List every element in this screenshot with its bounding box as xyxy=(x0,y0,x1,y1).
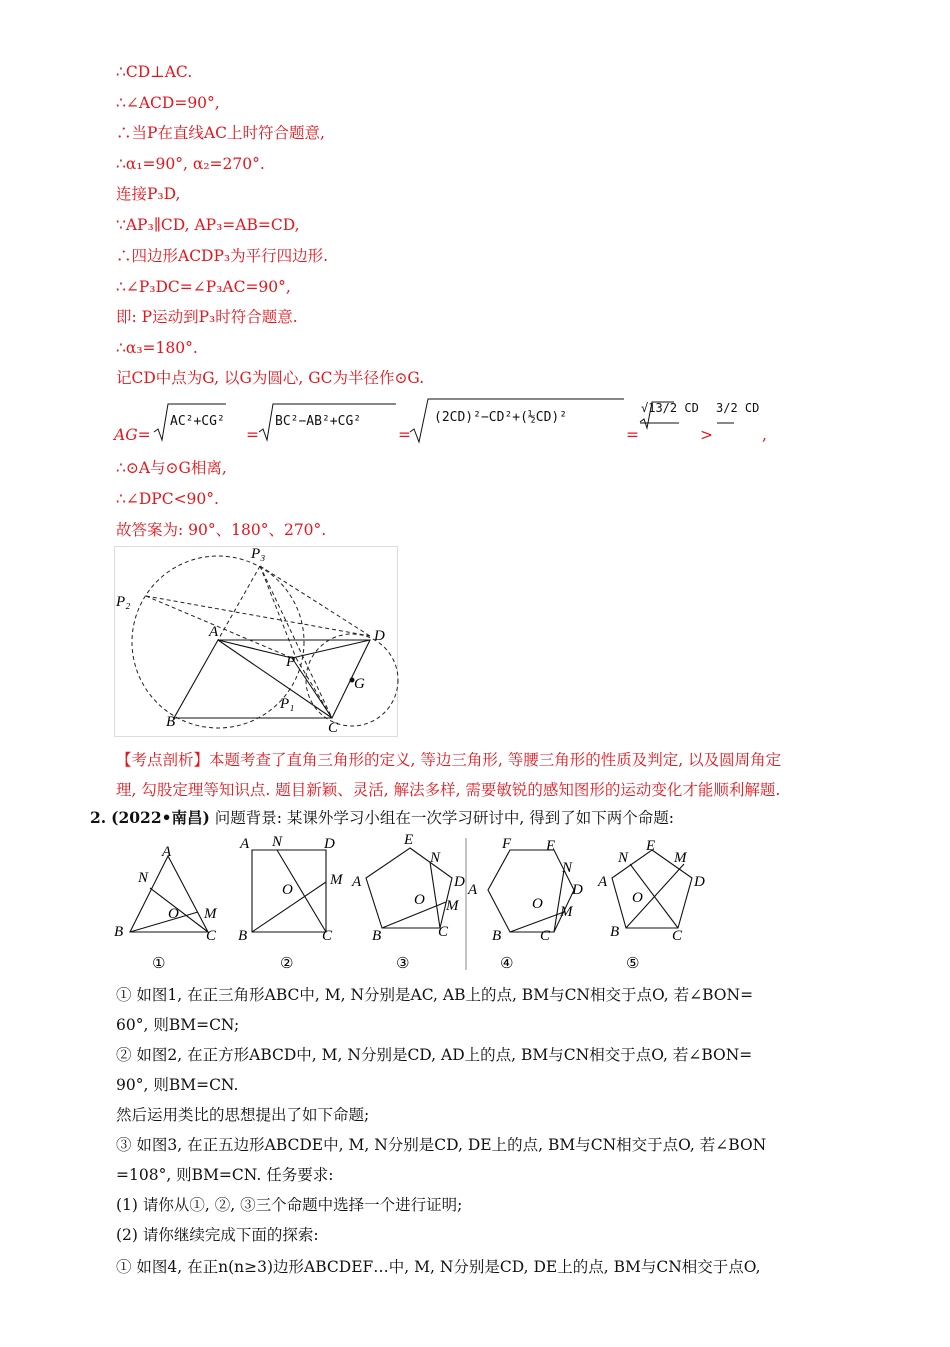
problem-line-8: (1) 请你从①, ②, ③三个命题中选择一个进行证明; xyxy=(116,1196,463,1214)
fig1-label-b: B xyxy=(166,714,176,730)
f3-label-m: M xyxy=(446,898,459,914)
f3-label-e: E xyxy=(404,832,414,848)
f3-label-o: O xyxy=(414,892,425,908)
formula-eq-1: = xyxy=(246,426,259,444)
fig1-label-g: G xyxy=(354,676,365,692)
solution-line-11: 记CD中点为G, 以G为圆心, GC为半径作⊙G. xyxy=(116,369,425,387)
f2-label-d: D xyxy=(324,836,335,852)
f2-label-c: C xyxy=(322,928,333,944)
formula-term-2: BC²−AB²+CG² xyxy=(275,414,362,429)
f4-label-n: N xyxy=(562,860,573,876)
solution-line-10: ∴α₃=180°. xyxy=(116,339,198,357)
solution-line-2: ∴∠ACD=90°, xyxy=(116,94,220,112)
formula-eq-3: = xyxy=(626,426,639,444)
formula-lhs: AG= xyxy=(114,426,151,444)
f3-label-d: D xyxy=(454,874,465,890)
solution-line-5: 连接P₃D, xyxy=(116,185,181,203)
f2-label-o: O xyxy=(282,882,293,898)
problem-line-6: ③ 如图3, 在正五边形ABCDE中, M, N分别是CD, DE上的点, BM与CN相交于点O, 若∠BON xyxy=(116,1136,767,1154)
solution-line-1: ∴CD⊥AC. xyxy=(116,63,193,81)
formula-comma: , xyxy=(762,426,767,444)
f1-label-n: N xyxy=(138,870,149,886)
problem-line-2: 60°, 则BM=CN; xyxy=(116,1016,240,1034)
problem-line-7: =108°, 则BM=CN. 任务要求: xyxy=(116,1166,334,1184)
f3-label-b: B xyxy=(372,928,382,944)
after-line-1: ∴⊙A与⊙G相离, xyxy=(116,459,227,477)
fig1-label-p2: P₂ xyxy=(116,594,131,610)
figure-number-5: ⑤ xyxy=(626,954,640,972)
fig1-label-a: A xyxy=(209,624,219,640)
figure-number-2: ② xyxy=(280,954,294,972)
formula-term-1: AC²+CG² xyxy=(170,414,225,429)
f1-label-a: A xyxy=(162,844,172,860)
solution-line-6: ∵AP₃∥CD, AP₃=AB=CD, xyxy=(116,216,300,234)
solution-line-9: 即: P运动到P₃时符合题意. xyxy=(116,308,298,326)
f4-label-o: O xyxy=(532,896,543,912)
f3-label-c: C xyxy=(438,924,449,940)
polygon-figures-row xyxy=(112,832,732,980)
f5-label-e: E xyxy=(646,838,656,854)
f1-label-c: C xyxy=(206,928,217,944)
ag-formula xyxy=(114,396,774,448)
after-line-2: ∴∠DPC<90°. xyxy=(116,490,219,508)
f5-label-b: B xyxy=(610,924,620,940)
formula-eq-2: = xyxy=(398,426,411,444)
formula-term-4: √13/2 CD xyxy=(641,401,699,415)
f3-label-n: N xyxy=(430,850,441,866)
fig1-label-p3: P₃ xyxy=(251,546,266,562)
problem-intro: 问题背景: 某课外学习小组在一次学习研讨中, 得到了如下两个命题: xyxy=(214,809,675,827)
f2-label-a: A xyxy=(240,836,250,852)
solution-line-3: ∴当P在直线AC上时符合题意, xyxy=(116,124,325,142)
formula-gt: > xyxy=(700,426,713,444)
problem-source: (2022•南昌) xyxy=(111,808,210,827)
formula-term-5: 3/2 CD xyxy=(716,401,760,415)
f5-label-a: A xyxy=(598,874,608,890)
f3-label-a: A xyxy=(352,874,362,890)
problem-number: 2. xyxy=(90,808,107,827)
f5-label-n: N xyxy=(618,850,629,866)
formula-term-3: (2CD)²−CD²+(½CD)² xyxy=(434,410,568,425)
figure-number-1: ① xyxy=(152,954,166,972)
f2-label-m: M xyxy=(330,872,343,888)
problem-line-5: 然后运用类比的思想提出了如下命题; xyxy=(116,1106,370,1124)
f4-label-e: E xyxy=(546,838,556,854)
figure-1-svg xyxy=(114,546,400,738)
analysis-line-1 xyxy=(116,750,781,770)
fig1-label-c: C xyxy=(328,720,339,736)
f5-label-c: C xyxy=(672,928,683,944)
after-line-3: 故答案为: 90°、180°、270°. xyxy=(116,521,327,539)
f4-label-d: D xyxy=(572,882,583,898)
figure-number-4: ④ xyxy=(500,954,514,972)
fig1-label-p1: P₁ xyxy=(280,696,295,712)
f2-label-n: N xyxy=(272,834,283,850)
f4-label-f: F xyxy=(502,836,512,852)
f4-label-c: C xyxy=(540,928,551,944)
solution-line-7: ∴四边形ACDP₃为平行四边形. xyxy=(116,247,329,265)
f5-label-m: M xyxy=(674,850,687,866)
problem-2-heading xyxy=(90,808,674,828)
fig1-label-d: D xyxy=(374,628,385,644)
f1-label-b: B xyxy=(114,924,124,940)
f4-label-m: M xyxy=(560,904,573,920)
problem-line-9: (2) 请你继续完成下面的探索: xyxy=(116,1226,319,1244)
solution-line-8: ∴∠P₃DC=∠P₃AC=90°, xyxy=(116,278,291,296)
f2-label-b: B xyxy=(238,928,248,944)
solution-line-4: ∴α₁=90°, α₂=270°. xyxy=(116,155,265,173)
analysis-tag: 【考点剖析】 xyxy=(116,751,210,769)
figure-number-3: ③ xyxy=(396,954,410,972)
analysis-text-1: 本题考查了直角三角形的定义, 等边三角形, 等腰三角形的性质及判定, 以及圆周角定 xyxy=(209,751,782,769)
fig1-label-p: P xyxy=(286,654,296,670)
problem-line-3: ② 如图2, 在正方形ABCD中, M, N分别是CD, AD上的点, BM与CN相交于点O, 若∠BON= xyxy=(116,1046,753,1064)
problem-line-10: ① 如图4, 在正n(n≥3)边形ABCDEF…中, M, N分别是CD, DE上的点, BM与CN相交于点O, xyxy=(116,1258,761,1276)
f1-label-m: M xyxy=(204,906,217,922)
f1-label-o: O xyxy=(168,906,179,922)
f5-label-o: O xyxy=(632,890,643,906)
figure-parallelogram-circles xyxy=(114,546,400,738)
analysis-line-2: 理, 勾股定理等知识点. 题目新颖、灵活, 解法多样, 需要敏锐的感知图形的运动变化才能顺利解题. xyxy=(116,781,781,799)
f4-label-b: B xyxy=(492,928,502,944)
problem-line-1: ① 如图1, 在正三角形ABC中, M, N分别是AC, AB上的点, BM与CN相交于点O, 若∠BON= xyxy=(116,986,754,1004)
f4-label-a: A xyxy=(468,882,478,898)
f5-label-d: D xyxy=(694,874,705,890)
problem-line-4: 90°, 则BM=CN. xyxy=(116,1076,239,1094)
